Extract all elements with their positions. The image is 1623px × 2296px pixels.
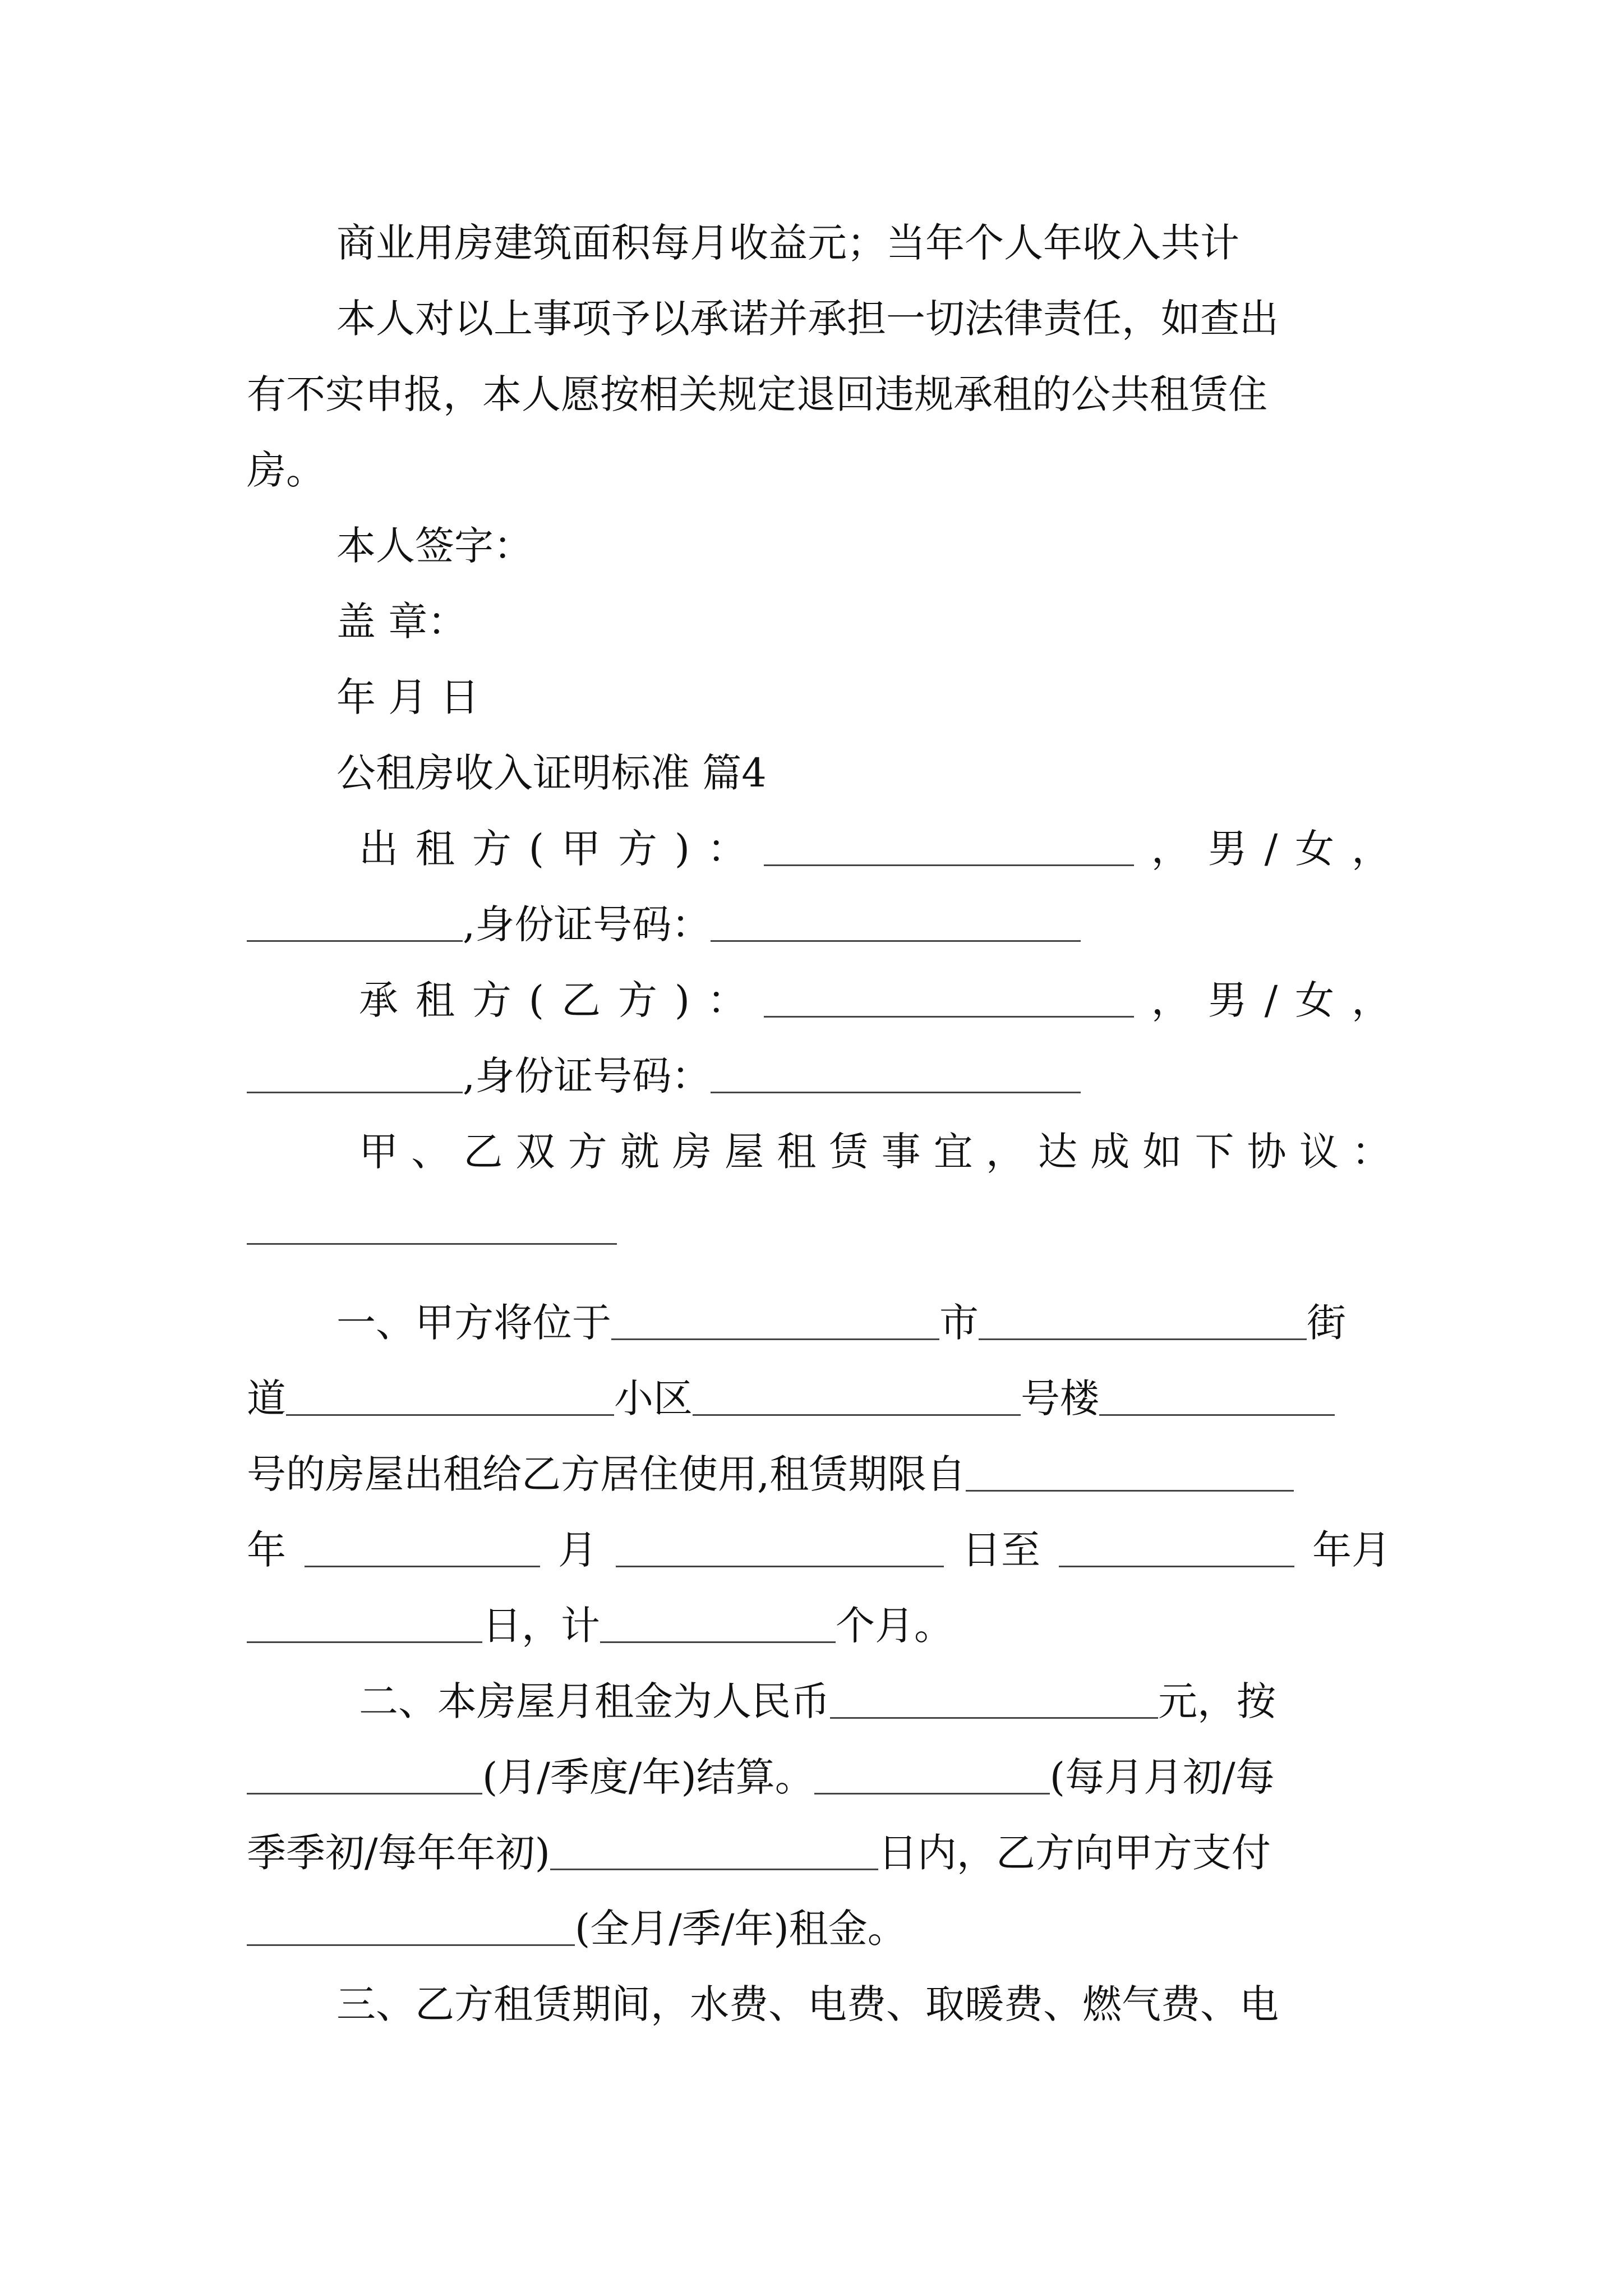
agree-char: 甲 <box>359 1129 398 1175</box>
agree-char: 双 <box>515 1129 555 1175</box>
clause1-text: 小区 <box>614 1375 693 1421</box>
end-day-blank[interactable] <box>247 1639 482 1643</box>
clause2-text: 季季初/每年年初) <box>247 1830 550 1876</box>
clause2-line1 <box>359 1671 1391 1732</box>
clause1-text: 月 <box>558 1527 597 1573</box>
lessor-char: ， <box>1151 826 1191 872</box>
lessee-line <box>359 969 1391 1031</box>
agree-char: 赁 <box>829 1129 869 1175</box>
lessor-char: ： <box>707 826 746 872</box>
clause2-line3 <box>247 1822 1391 1884</box>
city-blank[interactable] <box>611 1336 939 1340</box>
agree-char: 议 <box>1299 1129 1339 1175</box>
end-year-blank[interactable] <box>1059 1563 1294 1567</box>
agree-char: 房 <box>672 1129 712 1175</box>
lessor-age-blank[interactable] <box>247 938 463 942</box>
clause1-text: 一、甲方将位于 <box>336 1300 611 1346</box>
street-blank[interactable] <box>979 1336 1307 1340</box>
lessee-id-line <box>247 1045 1391 1107</box>
text-line-income <box>336 212 1391 274</box>
lessor-char: 方 <box>617 826 657 872</box>
lessor-char: 女 <box>1295 826 1335 872</box>
seal-label: 盖 章： <box>336 599 467 645</box>
agree-char: 就 <box>620 1129 660 1175</box>
date-line <box>336 666 1391 728</box>
clause1-text: 年 <box>247 1527 286 1573</box>
agree-char: 下 <box>1195 1129 1234 1175</box>
agree-char: 如 <box>1142 1129 1182 1175</box>
text-pledge-3: 房。 <box>247 447 325 493</box>
clause2-text: 二、本房屋月租金为人民币 <box>359 1678 830 1724</box>
clause1-line3 <box>247 1443 1391 1505</box>
agree-char: 租 <box>777 1129 817 1175</box>
lessee-char: ， <box>1352 977 1391 1023</box>
lessor-name-blank[interactable] <box>764 862 1134 866</box>
clause1-text: 道 <box>247 1375 286 1421</box>
rent-term-blank[interactable] <box>247 1942 575 1946</box>
lessee-char: ： <box>707 977 746 1023</box>
district-blank[interactable] <box>286 1412 614 1416</box>
agree-char: 宜 <box>933 1129 973 1175</box>
lessor-char: ( <box>528 826 545 872</box>
rent-amount-blank[interactable] <box>830 1715 1158 1719</box>
clause3-line1 <box>336 1973 1391 2035</box>
start-day-blank[interactable] <box>616 1563 944 1567</box>
clause2-text: 日内，乙方向甲方支付 <box>878 1830 1271 1876</box>
lessor-char: ) <box>674 826 690 872</box>
lessor-line <box>359 818 1391 880</box>
lessee-id-blank[interactable] <box>711 1089 1081 1093</box>
lessee-char: 方 <box>617 977 657 1023</box>
lessee-char: 女 <box>1295 977 1335 1023</box>
lessee-char: ， <box>1151 977 1191 1023</box>
date-label: 年 月 日 <box>336 674 479 720</box>
lessee-char: / <box>1264 977 1278 1023</box>
lessee-char: 方 <box>472 977 511 1023</box>
text-income: 商业用房建筑面积每月收益元；当年个人年收入共计 <box>336 220 1239 266</box>
days-blank[interactable] <box>550 1866 878 1870</box>
text-line-pledge-2 <box>247 364 1391 425</box>
agree-char: 成 <box>1090 1129 1130 1175</box>
clause1-text: 日至 <box>962 1527 1040 1573</box>
lessee-char: 租 <box>415 977 455 1023</box>
lessee-char: 乙 <box>561 977 601 1023</box>
clause1-line1 <box>336 1292 1391 1354</box>
clause1-line4 <box>247 1519 1391 1581</box>
clause1-text: 年月 <box>1312 1527 1391 1573</box>
agreement-blank-line <box>247 1197 1391 1258</box>
clause3-text: 三、乙方租赁期间，水费、电费、取暖费、燃气费、电 <box>336 1981 1279 2027</box>
lessee-char: ( <box>528 977 545 1023</box>
agree-char: 事 <box>881 1129 921 1175</box>
agree-char: 达 <box>1038 1129 1078 1175</box>
lessor-char: 出 <box>359 826 398 872</box>
clause1-line2 <box>247 1368 1391 1429</box>
text-pledge-2: 有不实申报，本人愿按相关规定退回违规承租的公共租赁住 <box>247 371 1267 417</box>
clause1-text: 市 <box>939 1300 979 1346</box>
text-line-pledge <box>336 288 1391 349</box>
signature-line <box>336 515 1391 577</box>
lessor-char: 方 <box>472 826 511 872</box>
seal-line <box>336 591 1391 652</box>
agreement-blank[interactable] <box>247 1241 617 1245</box>
lessee-char: ) <box>674 977 690 1023</box>
lessee-char: 男 <box>1207 977 1247 1023</box>
payment-time-blank[interactable] <box>814 1791 1050 1795</box>
id-label: ,身份证号码： <box>463 1053 711 1099</box>
lessee-name-blank[interactable] <box>764 1014 1134 1018</box>
agree-char: ， <box>985 1129 1025 1175</box>
lessor-char: 租 <box>415 826 455 872</box>
lessor-char: 男 <box>1207 826 1247 872</box>
clause1-text: 日，计 <box>482 1603 600 1649</box>
text-line-pledge-3 <box>247 439 1391 501</box>
lessor-char: / <box>1264 826 1278 872</box>
months-blank[interactable] <box>600 1639 836 1643</box>
clause2-text: (全月/季/年)租金。 <box>575 1906 907 1952</box>
heading-text: 公租房收入证明标准 篇4 <box>336 750 767 796</box>
agree-char: 乙 <box>463 1129 503 1175</box>
clause2-line2 <box>247 1746 1391 1808</box>
lessee-age-blank[interactable] <box>247 1089 463 1093</box>
agree-char: 协 <box>1247 1129 1287 1175</box>
lessor-char: ， <box>1352 826 1391 872</box>
start-month-blank[interactable] <box>305 1563 540 1567</box>
settlement-period-blank[interactable] <box>247 1791 482 1795</box>
clause1-line5 <box>247 1595 1391 1657</box>
agree-char: 屋 <box>725 1129 764 1175</box>
agreement-line <box>359 1121 1391 1182</box>
clause2-line4 <box>247 1898 1391 1959</box>
clause1-text: 号楼 <box>1021 1375 1099 1421</box>
building-blank[interactable] <box>693 1412 1021 1416</box>
start-year-blank[interactable] <box>966 1488 1294 1492</box>
lessee-char: 承 <box>359 977 398 1023</box>
clause2-text: (每月月初/每 <box>1049 1754 1275 1800</box>
clause1-text: 街 <box>1307 1300 1346 1346</box>
agree-char: 方 <box>568 1129 607 1175</box>
lessor-id-line <box>247 894 1391 955</box>
agree-char: ： <box>1351 1129 1391 1175</box>
clause1-text: 号的房屋出租给乙方居住使用,租赁期限自 <box>247 1451 966 1497</box>
id-label: ,身份证号码： <box>463 901 711 947</box>
text-pledge: 本人对以上事项予以承诺并承担一切法律责任，如查出 <box>336 296 1279 342</box>
agree-char: 、 <box>411 1129 451 1175</box>
lessor-id-blank[interactable] <box>711 938 1081 942</box>
lessor-char: 甲 <box>561 826 601 872</box>
section-heading <box>336 742 1391 804</box>
clause2-text: 元，按 <box>1158 1678 1276 1724</box>
clause2-text: (月/季度/年)结算。 <box>482 1754 814 1800</box>
signature-label: 本人签字： <box>336 523 533 569</box>
room-blank[interactable] <box>1099 1412 1335 1416</box>
clause1-text: 个月。 <box>836 1603 953 1649</box>
